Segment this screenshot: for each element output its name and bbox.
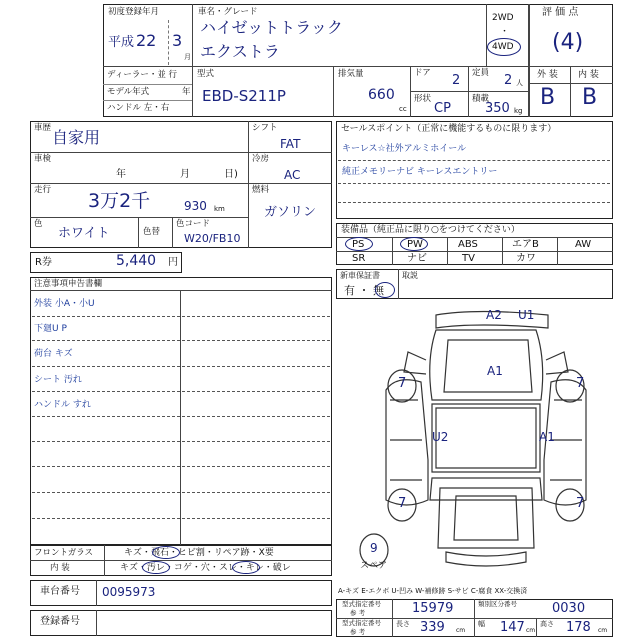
width-value: 147: [500, 620, 525, 635]
recycle-value: 5,440: [116, 253, 157, 269]
drive-4wd: 4WD: [492, 42, 514, 52]
type-no-ref: 参 考: [350, 609, 366, 617]
color-code-value: W20/FB10: [184, 232, 241, 245]
damage-a1-right: A1: [539, 430, 555, 444]
warranty-none-circle: [375, 282, 395, 298]
shift-label: シフト: [252, 123, 278, 133]
drive-4wd-circle: [487, 38, 521, 56]
vehicle-diagram: [336, 300, 616, 580]
reg-month: 3: [172, 31, 183, 50]
inspection-year-unit: 年: [116, 169, 126, 180]
type-label: 型式: [197, 69, 215, 79]
car-grade: エクストラ: [200, 42, 280, 61]
displacement-label: 排気量: [338, 69, 364, 79]
exterior-label: 外 装: [537, 70, 558, 80]
usage-value: 自家用: [52, 128, 101, 147]
equip-aw: AW: [575, 239, 592, 250]
inspection-month-unit: 月: [180, 169, 190, 180]
color-code-label: 色コード: [176, 219, 211, 229]
equipment-label: 装備品（純正品に限り○をつけてください）: [341, 225, 520, 235]
windshield-label: フロントガラス: [34, 548, 93, 558]
exterior-grade: B: [540, 85, 556, 110]
reg-era: 平成: [108, 35, 135, 50]
note-item-5: ハンドル すれ: [34, 400, 91, 410]
reg-date-label: 初度登録年月: [108, 7, 160, 17]
damage-legend: A-キズ E-エクボ U-凹み W-補修跡 S-サビ C-腐食 XX-交換済: [338, 587, 528, 595]
equip-ps-circle: [345, 237, 373, 251]
reg-number-label: 登録番号: [40, 616, 80, 627]
distance-sub: 930: [184, 199, 207, 213]
tire-rr: 7: [576, 496, 585, 511]
chassis-value: 0095973: [102, 585, 156, 599]
sales-label: セールスポイント（正常に機能するものに限ります）: [341, 124, 557, 134]
score-label: 評 価 点: [542, 7, 579, 18]
cc-unit: cc: [399, 105, 407, 113]
usage-label: 車歴: [34, 123, 52, 133]
door-label: ドア: [414, 68, 431, 78]
fuel-label: 燃料: [252, 185, 270, 195]
model-year-unit: 年: [182, 87, 191, 97]
height-label: 高さ: [540, 620, 554, 628]
length-unit: cm: [456, 627, 466, 634]
windshield-options: キズ・飛石・ヒビ割・リペア跡・X要: [124, 548, 274, 558]
fuel-value: ガソリン: [264, 205, 317, 220]
car-name-label: 車名・グレード: [198, 7, 258, 17]
tire-rl: 7: [398, 496, 407, 511]
size-ref: 参 考: [350, 628, 366, 636]
class-no-label: 類別区分番号: [478, 600, 517, 608]
manual-label: 取説: [402, 271, 418, 280]
interior-scuff-circle: [232, 561, 260, 574]
interior-label: 内 装: [578, 70, 599, 80]
equip-navi: ナビ: [407, 253, 427, 264]
tire-fr: 7: [576, 376, 585, 391]
interior-options: キズ・汚レ・コゲ・穴・スレ・キレ・破レ: [120, 563, 291, 573]
notes-label: 注意事項申告書欄: [34, 279, 103, 289]
damage-a2: A2: [486, 308, 502, 322]
color-label: 色: [34, 219, 43, 229]
dealer-label: ディーラー・並 行: [107, 70, 178, 80]
damage-u2: U2: [432, 430, 449, 444]
inspection-day-unit: 日): [224, 169, 238, 180]
equip-sr: SR: [352, 253, 366, 264]
color-value: ホワイト: [58, 226, 110, 241]
car-name: ハイゼットトラック: [200, 18, 343, 37]
height-value: 178: [566, 620, 591, 635]
reg-month-unit: 月: [184, 53, 191, 61]
capacity-label: 定員: [472, 68, 490, 78]
width-label: 幅: [478, 620, 485, 628]
note-item-3: 荷台 キズ: [34, 349, 73, 359]
displacement-value: 660: [368, 87, 395, 103]
person-unit: 人: [516, 79, 523, 87]
shape-value: CP: [434, 101, 451, 116]
tire-spare: 9: [370, 541, 378, 555]
note-item-4: シート 汚れ: [34, 375, 82, 385]
chassis-label: 車台番号: [40, 586, 80, 597]
reg-year: 22: [136, 31, 157, 50]
ac-value: AC: [284, 168, 301, 182]
kg-unit: kg: [514, 107, 523, 115]
class-no-value: 0030: [552, 601, 586, 616]
warranty-label: 新車保証書: [340, 271, 380, 280]
interior-cond-label: 内 装: [50, 563, 70, 573]
equip-pw-circle: [400, 237, 428, 251]
equip-ps: PS: [352, 239, 365, 250]
windshield-chip-circle: [152, 546, 180, 559]
recycle-section: [30, 252, 182, 273]
recycle-label: R券: [35, 257, 52, 268]
notes-section: [30, 277, 332, 545]
ac-label: 冷房: [252, 154, 270, 164]
interior-stain-circle: [142, 561, 170, 574]
tire-fl: 7: [398, 376, 407, 391]
equip-tv: TV: [462, 253, 475, 264]
equip-abs: ABS: [458, 239, 478, 250]
damage-a1-top: A1: [487, 364, 503, 378]
drive-2wd: 2WD: [492, 13, 514, 23]
color-change-label: 色替: [143, 227, 161, 237]
distance-label: 走行: [34, 185, 52, 195]
shift-value: FAT: [280, 137, 301, 151]
capacity-value: 2: [504, 73, 513, 88]
height-unit: cm: [598, 627, 608, 634]
load-value: 350: [485, 101, 510, 116]
sales-line-1: キーレス☆社外アルミホイール: [342, 144, 467, 154]
size-label: 型式指定番号: [342, 619, 381, 627]
warranty-value: 有 ・ 無: [344, 284, 384, 297]
damage-u1: U1: [518, 308, 535, 322]
length-value: 339: [420, 620, 445, 635]
model-year-label: モデル年式: [107, 87, 150, 97]
equip-leather: カワ: [516, 253, 536, 264]
spare-label: スペア: [360, 561, 388, 571]
shape-label: 形状: [414, 94, 432, 104]
note-item-1: 外装 小A・小U: [34, 299, 95, 309]
handle-label: ハンドル 左・右: [107, 103, 170, 113]
door-value: 2: [452, 73, 461, 88]
sales-line-2: 純正メモリーナビ キーレスエントリー: [342, 167, 498, 177]
recycle-unit: 円: [168, 257, 178, 268]
type-value: EBD-S211P: [202, 87, 286, 105]
km-unit: km: [214, 205, 225, 213]
equip-airbag: エアB: [512, 239, 539, 250]
inspection-label: 車検: [34, 154, 52, 164]
equip-pw: PW: [407, 239, 423, 250]
type-no-value: 15979: [412, 601, 454, 616]
drive-dot: ・: [500, 27, 510, 37]
width-unit: cm: [526, 627, 536, 634]
distance-value: 3万2千: [88, 190, 151, 212]
interior-grade: B: [582, 85, 598, 110]
load-label: 積載: [472, 94, 490, 104]
length-label: 長さ: [396, 620, 410, 628]
score-value: (4): [552, 30, 584, 55]
type-no-label: 型式指定番号: [342, 600, 381, 608]
note-item-2: 下廻U P: [34, 324, 67, 334]
